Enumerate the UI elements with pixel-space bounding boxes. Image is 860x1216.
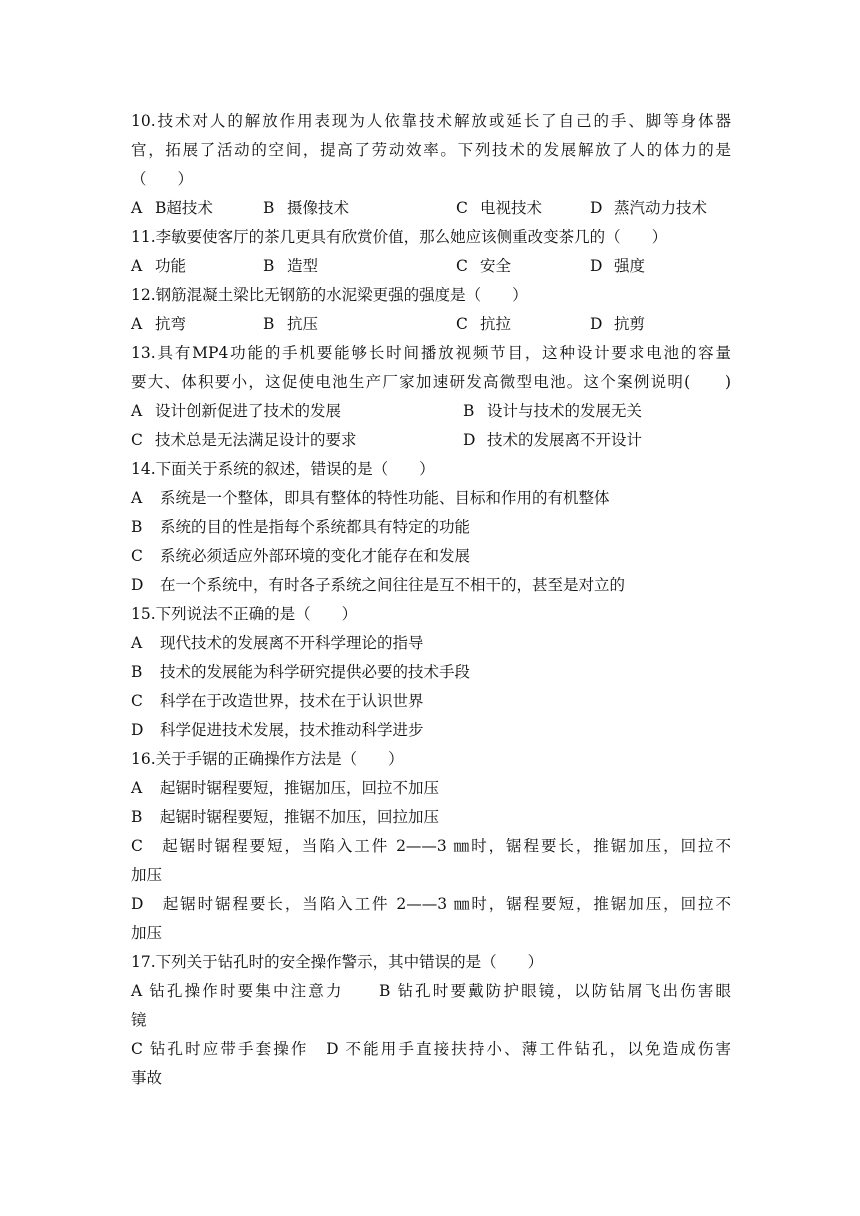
question-16	[131, 745, 731, 948]
option-c: C 安全	[456, 257, 512, 275]
options-row	[131, 194, 731, 223]
question-stem: 15.下列说法不正确的是（ ）	[131, 605, 358, 623]
question-10	[131, 107, 731, 223]
question-stem: 官，拓展了活动的空间，提高了劳动效率。下列技术的发展解放了人的体力的是	[131, 141, 731, 159]
options-row	[131, 397, 731, 426]
option-a: A 系统是一个整体，即具有整体的特性功能、目标和作用的有机整体	[131, 489, 610, 507]
question-11	[131, 223, 731, 281]
option-a: A 起锯时锯程要短，推锯加压，回拉不加压	[131, 779, 440, 797]
option-d: D 起锯时锯程要长，当陷入工件 2——3 ㎜时，锯程要短，推锯加压，回拉不	[131, 895, 731, 913]
options-row	[131, 252, 731, 281]
options-line: A 钻孔操作时要集中注意力 B 钻孔时要戴防护眼镜，以防钻屑飞出伤害眼	[131, 982, 731, 1000]
option-b: B 摄像技术	[263, 199, 350, 217]
option-c: C 电视技术	[456, 199, 543, 217]
question-stem: 12.钢筋混凝土梁比无钢筋的水泥梁更强的强度是（ ）	[131, 286, 528, 304]
question-13	[131, 339, 731, 455]
option-c: C 技术总是无法满足设计的要求	[131, 431, 357, 449]
option-c: C 科学在于改造世界，技术在于认识世界	[131, 692, 424, 710]
question-stem: 13.具有MP4功能的手机要能够长时间播放视频节目，这种设计要求电池的容量	[131, 344, 731, 362]
question-12	[131, 281, 731, 339]
option-a: A 设计创新促进了技术的发展	[131, 402, 342, 420]
question-stem: 要大、体积要小，这促使电池生产厂家加速研发高微型电池。这个案例说明( )	[131, 373, 731, 391]
question-list	[131, 107, 731, 1093]
question-stem: 16.关于手锯的正确操作方法是（ ）	[131, 750, 404, 768]
options-line-continuation: 事故	[131, 1069, 163, 1087]
option-c: C 抗拉	[456, 315, 512, 333]
option-d: D 技术的发展离不开设计	[463, 431, 643, 449]
option-c-continuation: 加压	[131, 866, 163, 884]
option-d-continuation: 加压	[131, 924, 163, 942]
option-b: B 技术的发展能为科学研究提供必要的技术手段	[131, 663, 471, 681]
options-line: C 钻孔时应带手套操作 D 不能用手直接扶持小、薄工件钻孔，以免造成伤害	[131, 1040, 731, 1058]
question-stem: 11.李敏要使客厅的茶几更具有欣赏价值，那么她应该侧重改变茶几的（ ）	[131, 228, 668, 246]
options-line-continuation: 镜	[131, 1011, 147, 1029]
question-stem: 17.下列关于钻孔时的安全操作警示，其中错误的是（ ）	[131, 953, 544, 971]
option-d: D 强度	[590, 257, 646, 275]
question-17	[131, 948, 731, 1093]
option-b: B 系统的目的性是指每个系统都具有特定的功能	[131, 518, 471, 536]
question-stem: 10.技术对人的解放作用表现为人依靠技术解放或延长了自己的手、脚等身体器	[131, 112, 731, 130]
option-b: B 设计与技术的发展无关	[463, 402, 643, 420]
question-15	[131, 600, 731, 745]
option-a: A 功能	[131, 257, 187, 275]
option-c: C 起锯时锯程要短，当陷入工件 2——3 ㎜时，锯程要长，推锯加压，回拉不	[131, 837, 731, 855]
option-d: D 科学促进技术发展，技术推动科学进步	[131, 721, 424, 739]
option-d: D 抗剪	[590, 315, 646, 333]
option-a: A 抗弯	[131, 315, 187, 333]
option-b: B 起锯时锯程要短，推锯不加压，回拉加压	[131, 808, 440, 826]
option-b: B 抗压	[263, 315, 319, 333]
options-row	[131, 310, 731, 339]
option-a: A 现代技术的发展离不开科学理论的指导	[131, 634, 424, 652]
option-c: C 系统必须适应外部环境的变化才能存在和发展	[131, 547, 471, 565]
question-14	[131, 455, 731, 600]
option-a: A B超技术	[131, 199, 213, 217]
question-stem: 14.下面关于系统的叙述，错误的是（ ）	[131, 460, 435, 478]
options-row	[131, 426, 731, 455]
option-d: D 在一个系统中，有时各子系统之间往往是互不相干的，甚至是对立的	[131, 576, 626, 594]
option-d: D 蒸汽动力技术	[590, 199, 708, 217]
option-b: B 造型	[263, 257, 319, 275]
answer-blank: （ ）	[131, 170, 194, 188]
